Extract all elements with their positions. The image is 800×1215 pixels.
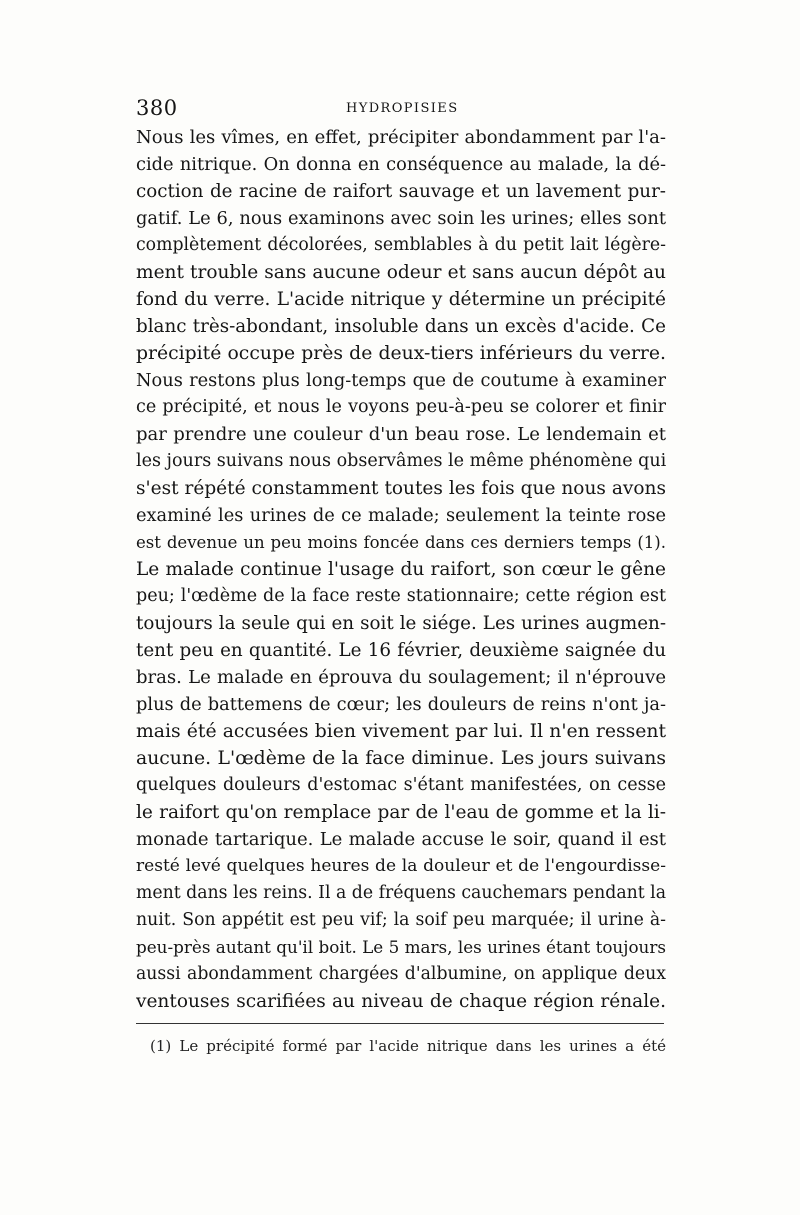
- text-line: monade tartarique. Le malade accuse le soir, quand il est: [136, 829, 666, 850]
- body-text: [136, 124, 666, 1015]
- text-line: Nous restons plus long-temps que de coutume à examiner: [136, 370, 666, 391]
- text-line: fond du verre. L'acide nitrique y détermine un précipité: [136, 289, 666, 310]
- footnote: (1) Le précipité formé par l'acide nitrique dans les urines a été: [150, 1037, 666, 1055]
- text-line: le raifort qu'on remplace par de l'eau de gomme et la li-: [136, 802, 666, 823]
- text-line: Nous les vîmes, en effet, précipiter abondamment par l'a-: [136, 127, 666, 148]
- text-line: cide nitrique. On donna en conséquence au malade, la dé-: [136, 154, 666, 175]
- text-line: complètement décolorées, semblables à du petit lait légère-: [136, 235, 666, 255]
- text-line: est devenue un peu moins foncée dans ces derniers temps (1).: [136, 533, 666, 552]
- text-line: précipité occupe près de deux-tiers inférieurs du verre.: [136, 343, 666, 364]
- text-line: resté levé quelques heures de la douleur et de l'engourdisse-: [136, 856, 666, 876]
- text-line: peu; l'œdème de la face reste stationnaire; cette région est: [136, 586, 666, 606]
- text-line: toujours la seule qui en soit le siége. Les urines augmen-: [136, 613, 666, 634]
- text-line: ment trouble sans aucune odeur et sans aucun dépôt au: [136, 262, 666, 283]
- page-number: 380: [136, 96, 178, 120]
- text-line: ment dans les reins. Il a de fréquens cauchemars pendant la: [136, 883, 666, 903]
- text-line: coction de racine de raifort sauvage et un lavement pur-: [136, 181, 666, 202]
- text-line: par prendre une couleur d'un beau rose. Le lendemain et: [136, 424, 666, 445]
- text-line: Le malade continue l'usage du raifort, son cœur le gêne: [136, 559, 666, 580]
- text-line: mais été accusées bien vivement par lui. Il n'en ressent: [136, 721, 666, 742]
- text-line: bras. Le malade en éprouva du soulagement; il n'éprouve: [136, 667, 666, 688]
- footnote-rule: [136, 1023, 664, 1024]
- text-line: examiné les urines de ce malade; seulement la teinte rose: [136, 505, 666, 526]
- text-line: aucune. L'œdème de la face diminue. Les jours suivans: [136, 748, 666, 769]
- text-line: ventouses scarifiées au niveau de chaque région rénale.: [136, 991, 666, 1012]
- text-line: blanc très-abondant, insoluble dans un excès d'acide. Ce: [136, 316, 666, 337]
- text-line: ce précipité, et nous le voyons peu-à-peu se colorer et finir: [136, 397, 666, 417]
- page-header: [136, 96, 666, 122]
- text-line: gatif. Le 6, nous examinons avec soin les urines; elles sont: [136, 208, 666, 229]
- text-line: nuit. Son appétit est peu vif; la soif peu marquée; il urine à-: [136, 910, 666, 930]
- text-line: quelques douleurs d'estomac s'étant manifestées, on cesse: [136, 775, 666, 795]
- running-head: HYDROPISIES: [346, 101, 459, 116]
- text-line: tent peu en quantité. Le 16 février, deuxième saignée du: [136, 640, 666, 661]
- text-line: s'est répété constamment toutes les fois que nous avons: [136, 478, 666, 499]
- text-line: peu-près autant qu'il boit. Le 5 mars, les urines étant toujours: [136, 937, 666, 957]
- text-line: aussi abondamment chargées d'albumine, on applique deux: [136, 964, 666, 984]
- text-line: plus de battemens de cœur; les douleurs de reins n'ont ja-: [136, 694, 666, 715]
- text-line: les jours suivans nous observâmes le même phénomène qui: [136, 451, 666, 471]
